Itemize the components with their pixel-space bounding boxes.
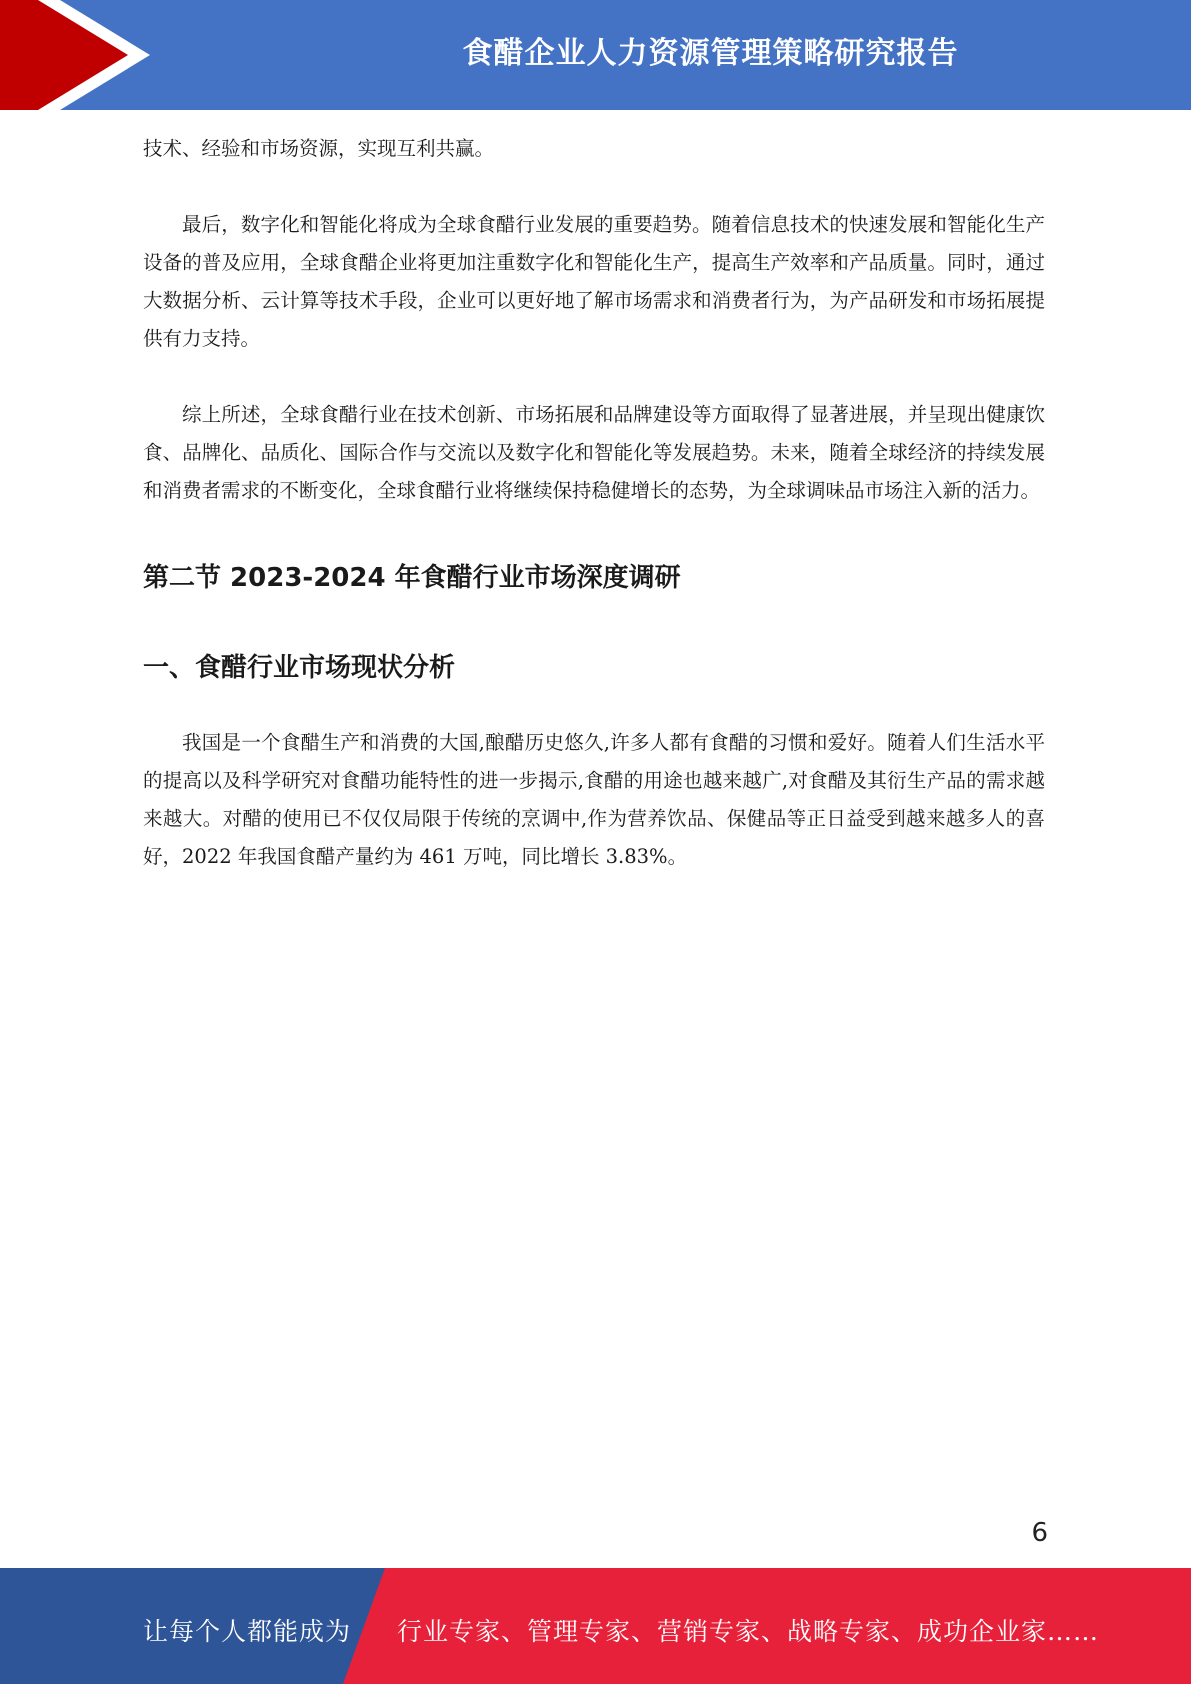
footer-slogan-left: 让每个人都能成为: [143, 1617, 352, 1646]
subsection-title: 一、食醋行业市场现状分析: [143, 653, 456, 683]
paragraph-continued: 技术、经验和市场资源，实现互利共赢。: [143, 137, 495, 160]
document-body: [143, 130, 1045, 914]
header-title: 食醋企业人力资源管理策略研究报告: [462, 36, 959, 71]
footer-slogan-right: 行业专家、管理专家、营销专家、战略专家、成功企业家……: [397, 1617, 1100, 1646]
paragraph-summary: 综上所述，全球食醋行业在技术创新、市场拓展和品牌建设等方面取得了显著进展，并呈现出健康饮食、品牌化、品质化、国际合作与交流以及数字化和智能化等发展趋势。未来，随着全球经济的持续发展和消费者需求的不断变化，全球食醋行业将继续保持稳健增长的态势，为全球调味品市场注入新的活力。: [143, 403, 1045, 502]
page-footer: [0, 1568, 1191, 1684]
paragraph-market-status: 我国是一个食醋生产和消费的大国,酿醋历史悠久,许多人都有食醋的习惯和爱好。随着人们生活水平的提高以及科学研究对食醋功能特性的进一步揭示,食醋的用途也越来越广,对食醋及其衍生产品的需求越来越大。对醋的使用已不仅仅局限于传统的烹调中,作为营养饮品、保健品等正日益受到越来越多人的喜好，2022 年我国食醋产量约为 461 万吨，同比增长 3.83%。: [143, 731, 1045, 868]
paragraph-digitalization: 最后，数字化和智能化将成为全球食醋行业发展的重要趋势。随着信息技术的快速发展和智能化生产设备的普及应用，全球食醋企业将更加注重数字化和智能化生产，提高生产效率和产品质量。同时，通过大数据分析、云计算等技术手段，企业可以更好地了解市场需求和消费者行为，为产品研发和市场拓展提供有力支持。: [143, 213, 1045, 350]
section-title: 第二节 2023-2024 年食醋行业市场深度调研: [143, 563, 681, 593]
page-number: 6: [1031, 1518, 1048, 1548]
chevron-red-icon: [0, 0, 128, 110]
page-header: [0, 0, 1191, 110]
